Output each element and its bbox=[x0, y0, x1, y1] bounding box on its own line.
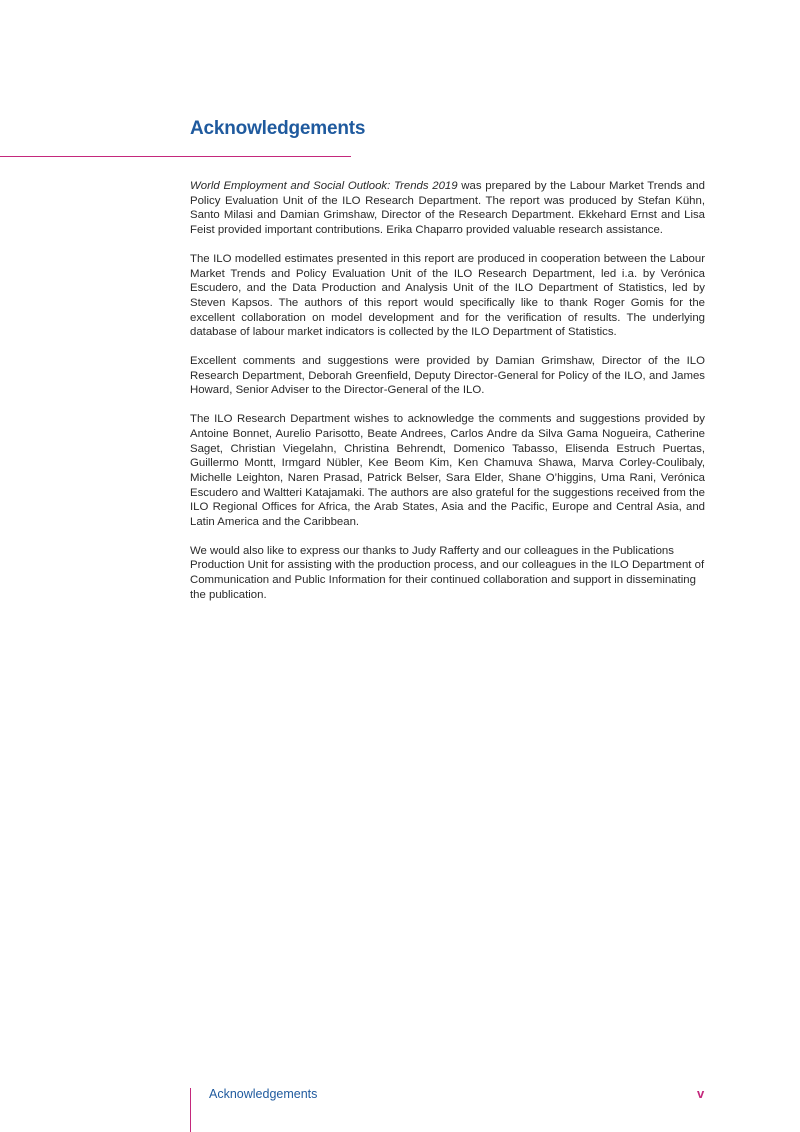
footer-vertical-rule bbox=[190, 1088, 191, 1132]
paragraph-2: The ILO modelled estimates presented in this report are produced in cooperation between the Labour Market Trends and Policy Evaluation Unit of the ILO Research Department, led i.a. by Verónica Escudero, and the Data Production and Analysis Unit of the ILO Department of Statistics, led by Steven Kapsos. The authors of this report would specifically like to thank Roger Gomis for the excellent collaboration on model development and for the verification of results. The underlying database of labour market indicators is collected by the ILO Department of Statistics. bbox=[190, 252, 705, 339]
paragraph-3: Excellent comments and suggestions were provided by Damian Grimshaw, Director of the ILO Research Department, Deborah Greenfield, Deputy Director-General for Policy of the ILO, and James Howard, Senior Adviser to the Director-General of the ILO. bbox=[190, 355, 705, 397]
footer-section-label: Acknowledgements bbox=[209, 1087, 318, 1101]
report-title: World Employment and Social Outlook: Trends 2019 bbox=[190, 180, 458, 192]
page-number: v bbox=[697, 1086, 705, 1101]
body-text bbox=[190, 179, 705, 617]
paragraph-1 bbox=[190, 179, 705, 238]
paragraph-4: The ILO Research Department wishes to acknowledge the comments and suggestions provided by Antoine Bonnet, Aurelio Parisotto, Beate Andrees, Carlos Andre da Silva Gama Nogueira, Catherine Saget, Christian Viegelahn, Christina Behrendt, Domenico Tabasso, Elisenda Estruch Puertas, Guillermo Montt, Irmgard Nübler, Kee Beom Kim, Ken Chamuva Shawa, Marva Corley-Coulibaly, Michelle Leighton, Naren Prasad, Patrick Belser, Sara Elder, Shane O’higgins, Uma Rani, Verónica Escudero and Waltteri Katajamaki. The authors are also grateful for the suggestions received from the ILO Regional Offices for Africa, the Arab States, Asia and the Pacific, Europe and Central Asia, and Latin America and the Caribbean. bbox=[190, 413, 705, 529]
page-title: Acknowledgements bbox=[190, 118, 366, 139]
title-underline-rule bbox=[0, 156, 351, 157]
paragraph-1-text: was prepared by the Labour Market Trends and Policy Evaluation Unit of the ILO Research Department. The report was produced by Stefan Kühn, Santo Milasi and Damian Grimshaw, Director of the Research Department. Ekkehard Ernst and Lisa Feist provided important contributions. Erika Chaparro provided valuable research assistance. bbox=[190, 180, 705, 237]
paragraph-5: We would also like to express our thanks to Judy Rafferty and our colleagues in the Publications Production Unit for assisting with the production process, and our colleagues in the ILO Department of Communication and Public Information for their continued collaboration and support in disseminating the publication. bbox=[190, 544, 705, 601]
